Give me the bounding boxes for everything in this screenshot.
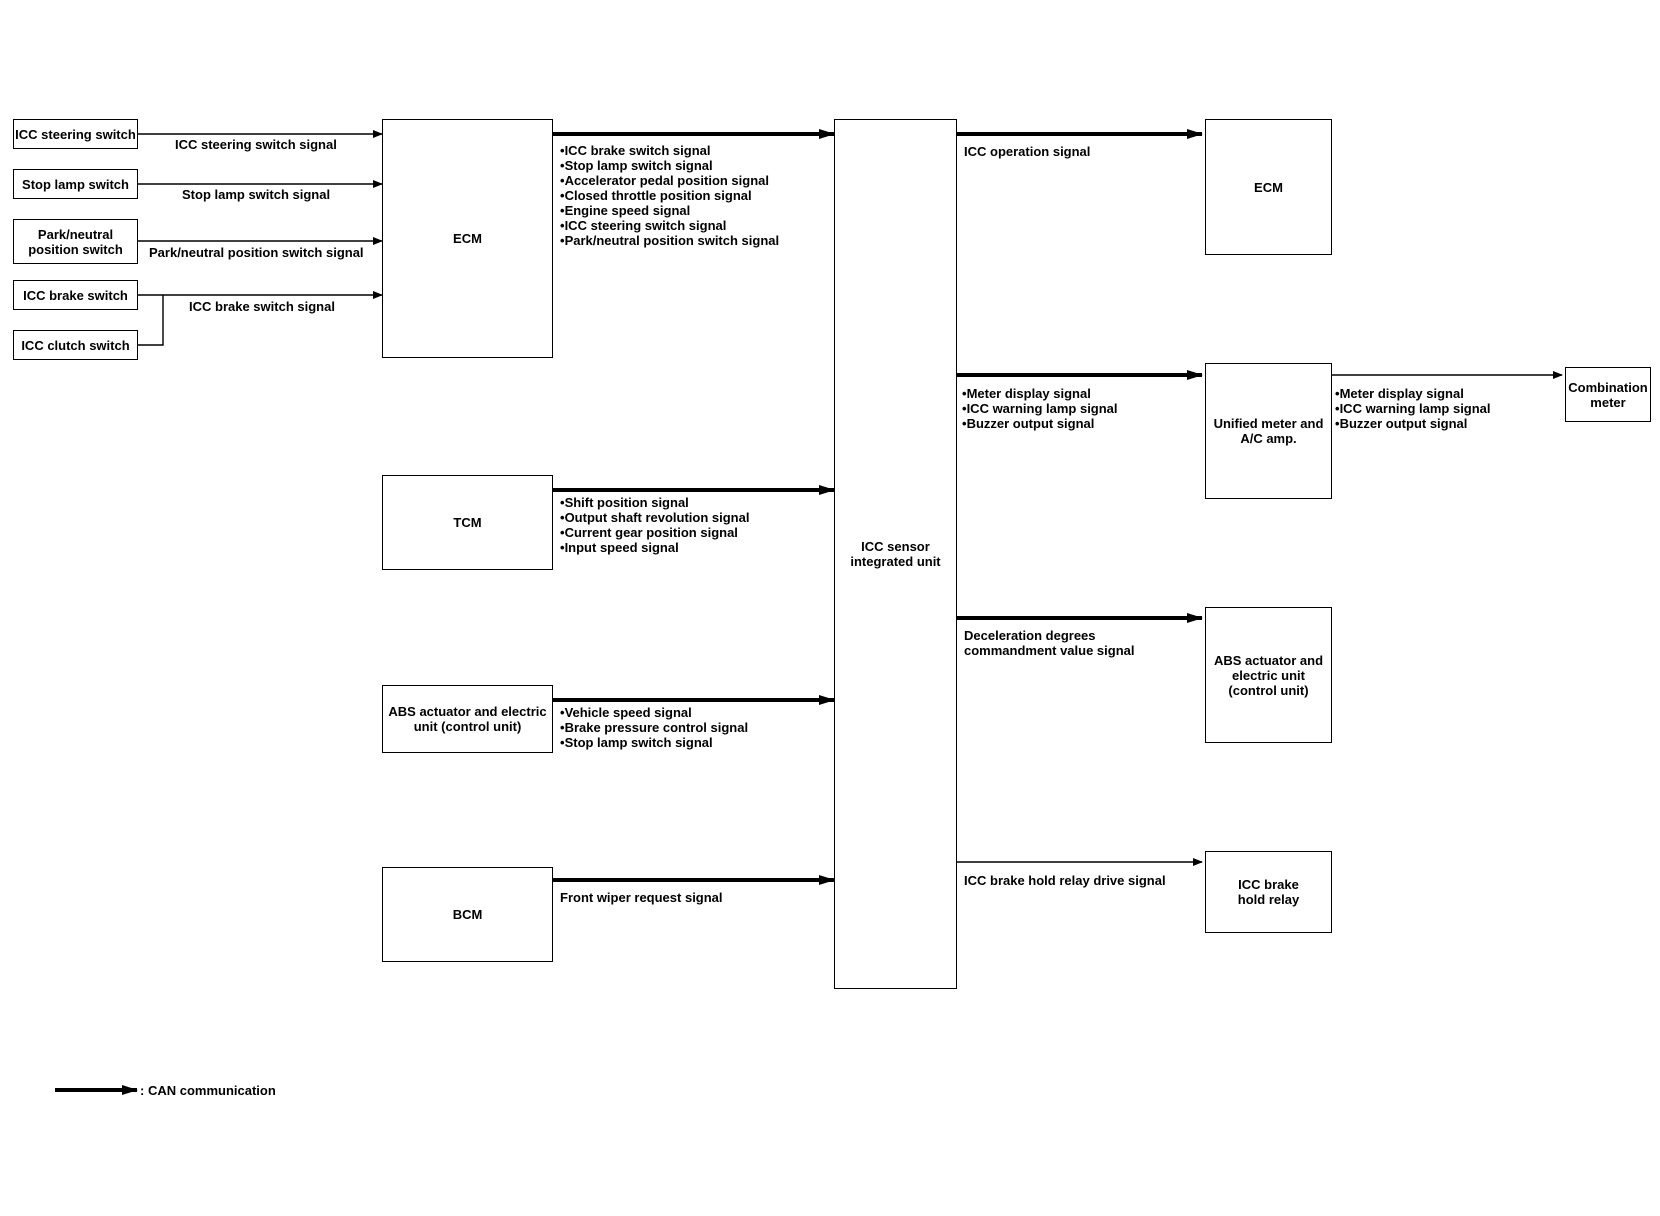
ecm-signal-2: • Stop lamp switch signal: [560, 158, 779, 173]
bcm-box: BCM: [382, 867, 553, 962]
icc-clutch-switch-box: ICC clutch switch: [13, 330, 138, 360]
ecm-signal-7: • Park/neutral position switch signal: [560, 233, 779, 248]
icc-brake-hold-relay-box: ICC brake hold relay: [1205, 851, 1332, 933]
legend-label: : CAN communication: [140, 1083, 276, 1098]
combination-signal-2: • ICC warning lamp signal: [1335, 401, 1491, 416]
relay-signal-label: ICC brake hold relay drive signal: [964, 873, 1166, 888]
ecm-signal-1: • ICC brake switch signal: [560, 143, 779, 158]
tcm-signal-list: [560, 495, 749, 555]
icc-steering-switch-box: ICC steering switch: [13, 119, 138, 149]
ecm-output-box: ECM: [1205, 119, 1332, 255]
abs-input-box: ABS actuator and electric unit (control unit): [382, 685, 553, 753]
ecm-signal-list: [560, 143, 779, 248]
combination-meter-box: Combination meter: [1565, 367, 1651, 422]
stop-lamp-signal-label: Stop lamp switch signal: [182, 187, 331, 202]
stop-lamp-switch-box: Stop lamp switch: [13, 169, 138, 199]
operation-signal-label: ICC operation signal: [964, 144, 1091, 159]
tcm-signal-2: • Output shaft revolution signal: [560, 510, 749, 525]
ecm-signal-6: • ICC steering switch signal: [560, 218, 779, 233]
meter-signal-2: • ICC warning lamp signal: [962, 401, 1118, 416]
abs-signal-2: • Brake pressure control signal: [560, 720, 748, 735]
clutch-signal-line: [138, 295, 163, 345]
combination-signal-1: • Meter display signal: [1335, 386, 1491, 401]
meter-signal-1: • Meter display signal: [962, 386, 1118, 401]
abs-signal-3: • Stop lamp switch signal: [560, 735, 748, 750]
tcm-signal-3: • Current gear position signal: [560, 525, 749, 540]
unified-meter-amp-box: Unified meter and A/C amp.: [1205, 363, 1332, 499]
bcm-signal-label: Front wiper request signal: [560, 890, 723, 905]
abs-signal-1: • Vehicle speed signal: [560, 705, 748, 720]
park-neutral-signal-label: Park/neutral position switch signal: [149, 245, 364, 260]
meter-signal-3: • Buzzer output signal: [962, 416, 1118, 431]
park-neutral-switch-box: Park/neutral position switch: [13, 219, 138, 264]
combination-signal-3: • Buzzer output signal: [1335, 416, 1491, 431]
tcm-box: TCM: [382, 475, 553, 570]
icc-brake-switch-box: ICC brake switch: [13, 280, 138, 310]
deceleration-signal-label: Deceleration degrees commandment value signal: [964, 628, 1135, 658]
steering-signal-label: ICC steering switch signal: [175, 137, 337, 152]
abs-output-box: ABS actuator and electric unit (control unit): [1205, 607, 1332, 743]
combination-meter-signal-list: [1335, 386, 1491, 431]
icc-sensor-integrated-unit: ICC sensor integrated unit: [834, 119, 957, 989]
tcm-signal-1: • Shift position signal: [560, 495, 749, 510]
tcm-signal-4: • Input speed signal: [560, 540, 749, 555]
meter-signal-list: [962, 386, 1118, 431]
brake-signal-label: ICC brake switch signal: [189, 299, 335, 314]
ecm-input-box: ECM: [382, 119, 553, 358]
abs-signal-list: [560, 705, 748, 750]
ecm-signal-4: • Closed throttle position signal: [560, 188, 779, 203]
ecm-signal-5: • Engine speed signal: [560, 203, 779, 218]
ecm-signal-3: • Accelerator pedal position signal: [560, 173, 779, 188]
